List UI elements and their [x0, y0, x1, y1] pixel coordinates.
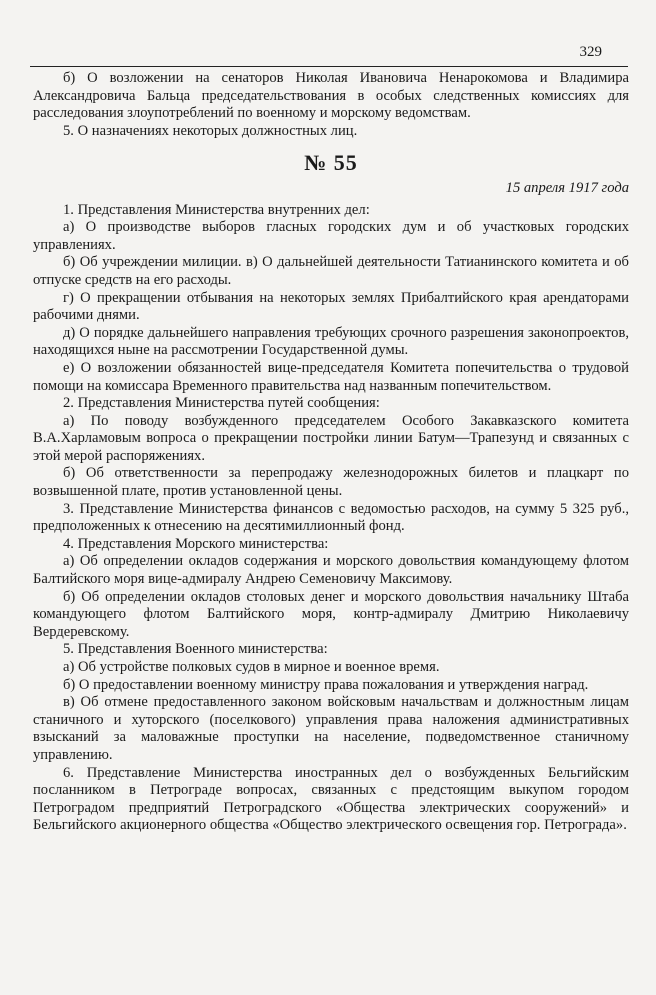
paragraph: а) Об устройстве полковых судов в мирное и военное время. — [63, 659, 440, 675]
paragraph: а) Об определении окладов содержания и морского довольствия командующему флотом Балтийского моря вице-адмиралу Андрею Семеновичу Максимову. — [33, 553, 629, 588]
paragraph: б) Об определении окладов столовых денег и морского довольствия начальнику Штаба командующего флотом Балтийского моря, контр-адмиралу Дмитрию Николаевичу Вердеревскому. — [33, 588, 629, 640]
paragraph: д) О порядке дальнейшего направления требующих срочного разрешения законопроектов, находящихся ныне на рассмотрении Государственной думы. — [33, 324, 629, 359]
page-text — [33, 70, 629, 835]
paragraph: а) По поводу возбужденного председателем Особого Закавказского комитета В.А.Харламовым вопроса о прекращении постройки линии Батум—Трапезунд и связанных с этой мерой распоряжениях. — [33, 412, 629, 464]
top-paragraph: б) О возложении на сенаторов Николая Ивановича Ненарокомова и Владимира Александровича Бальца председательствования в особых следственных комиссиях для расследования злоупотреблений по военному и морскому ведомствам. — [33, 70, 629, 122]
page-number: 329 — [579, 44, 602, 60]
paragraph: 1. Представления Министерства внутренних дел: — [63, 201, 370, 218]
paragraph: г) О прекращении отбывания на некоторых землях Прибалтийского края арендаторами рабочими днями. — [33, 289, 629, 324]
document-date: 15 апреля 1917 года — [505, 179, 629, 196]
paragraph: 4. Представления Морского министерства: — [63, 535, 329, 552]
paragraph: 5. Представления Военного министерства: — [63, 641, 328, 658]
paragraph: 3. Представление Министерства финансов с ведомостью расходов, на сумму 5 325 руб., предположенных к отнесению на десятимиллионный фонд. — [33, 500, 629, 535]
paragraph: б) Об ответственности за перепродажу железнодорожных билетов и плацкарт по возвышенной плате, против установленной цены. — [33, 465, 629, 500]
paragraph: б) О предоставлении военному министру права пожалования и утверждения наград. — [63, 676, 589, 693]
document-number: № 55 — [304, 150, 358, 176]
paragraph: 6. Представление Министерства иностранных дел о возбужденных Бельгийским посланником в Петрограде вопросах, связанных с предстоящим выкупом городом Петроградом предприятий Петроградского «Общества электрических сооружений» и Бельгийского акционерного общества «Общество электрического освещения гор. Петрограда». — [33, 764, 629, 834]
paragraph: 2. Представления Министерства путей сообщения: — [63, 395, 380, 412]
paragraph: в) Об отмене предоставленного законом войсковым начальствам и должностным лицам станичного и хуторского (поселкового) управления права наложения административных взысканий за маловажные проступки на население, подведомственное станичному управлению. — [33, 694, 629, 763]
paragraph: б) Об учреждении милиции. в) О дальнейшей деятельности Татианинского комитета и об отпуске средств на его расходы. — [33, 254, 629, 288]
paragraph: а) О производстве выборов гласных городских дум и об участковых городских управлениях. — [33, 219, 629, 253]
top-paragraph: 5. О назначениях некоторых должностных лиц. — [63, 122, 358, 139]
header-rule — [30, 66, 628, 67]
paragraph: е) О возложении обязанностей вице-председателя Комитета попечительства о трудовой помощи на комиссара Временного правительства над названным попечительством. — [33, 359, 629, 394]
